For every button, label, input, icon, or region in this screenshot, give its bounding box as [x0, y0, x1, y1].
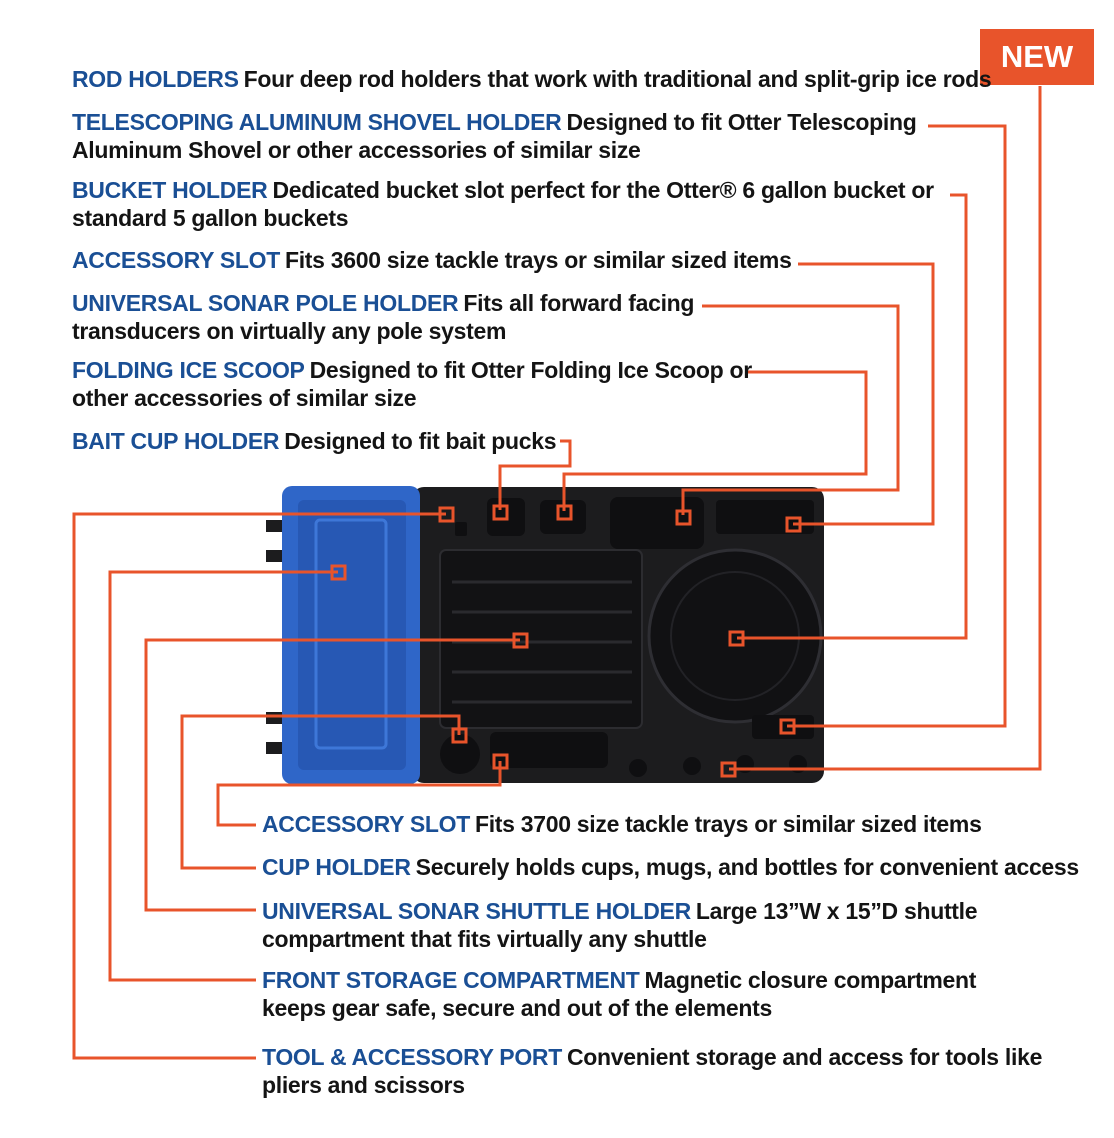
- feature-desc-line2: Aluminum Shovel or other accessories of similar size: [72, 137, 641, 163]
- feature-desc: Securely holds cups, mugs, and bottles for convenient access: [415, 854, 1079, 880]
- feature-desc: Designed to fit Otter Folding Ice Scoop or: [309, 357, 752, 383]
- feature-desc-line2: compartment that fits virtually any shuttle: [262, 926, 707, 952]
- feature-name: ROD HOLDERS: [72, 66, 239, 92]
- feature-desc: Designed to fit bait pucks: [284, 428, 557, 454]
- feature-name: TOOL & ACCESSORY PORT: [262, 1044, 562, 1070]
- feature-desc: Fits all forward facing: [463, 290, 695, 316]
- feature-desc: Designed to fit Otter Telescoping: [566, 109, 917, 135]
- feature-name: FOLDING ICE SCOOP: [72, 357, 305, 383]
- feature-rod-holders: [72, 65, 991, 93]
- feature-name: BAIT CUP HOLDER: [72, 428, 280, 454]
- feature-desc: Convenient storage and access for tools like: [567, 1044, 1043, 1070]
- feature-name: ACCESSORY SLOT: [262, 811, 470, 837]
- feature-accessory-slot-3600: [72, 246, 792, 274]
- feature-bait-cup-holder: [72, 427, 556, 455]
- feature-name: UNIVERSAL SONAR SHUTTLE HOLDER: [262, 898, 691, 924]
- new-badge: NEW: [980, 29, 1094, 85]
- feature-name: UNIVERSAL SONAR POLE HOLDER: [72, 290, 459, 316]
- feature-name: TELESCOPING ALUMINUM SHOVEL HOLDER: [72, 109, 562, 135]
- feature-tool-accessory-port: [262, 1043, 1042, 1099]
- feature-desc: Dedicated bucket slot perfect for the Otter® 6 gallon bucket or: [272, 177, 934, 203]
- leader-accessory-3600: [793, 264, 933, 524]
- feature-desc-line2: pliers and scissors: [262, 1072, 465, 1098]
- front-lid-illustration: [266, 486, 420, 784]
- feature-desc: Four deep rod holders that work with traditional and split-grip ice rods: [243, 66, 992, 92]
- feature-front-storage: [262, 966, 976, 1022]
- feature-desc: Fits 3600 size tackle trays or similar sized items: [284, 247, 792, 273]
- feature-bucket-holder: [72, 176, 934, 232]
- feature-desc-line2: keeps gear safe, secure and out of the elements: [262, 995, 772, 1021]
- feature-desc-line2: transducers on virtually any pole system: [72, 318, 507, 344]
- feature-sonar-shuttle-holder: [262, 897, 977, 953]
- feature-sonar-pole-holder: [72, 289, 694, 345]
- feature-cup-holder: [262, 853, 1079, 881]
- feature-name: FRONT STORAGE COMPARTMENT: [262, 967, 640, 993]
- feature-name: CUP HOLDER: [262, 854, 411, 880]
- feature-desc: Fits 3700 size tackle trays or similar sized items: [474, 811, 982, 837]
- feature-desc-line2: other accessories of similar size: [72, 385, 417, 411]
- tray-illustration: [412, 487, 824, 783]
- feature-name: ACCESSORY SLOT: [72, 247, 280, 273]
- feature-folding-ice-scoop: [72, 356, 752, 412]
- feature-desc-line2: standard 5 gallon buckets: [72, 205, 349, 231]
- feature-desc: Large 13”W x 15”D shuttle: [695, 898, 978, 924]
- feature-desc: Magnetic closure compartment: [644, 967, 977, 993]
- feature-accessory-slot-3700: [262, 810, 982, 838]
- feature-shovel-holder: [72, 108, 916, 164]
- feature-name: BUCKET HOLDER: [72, 177, 268, 203]
